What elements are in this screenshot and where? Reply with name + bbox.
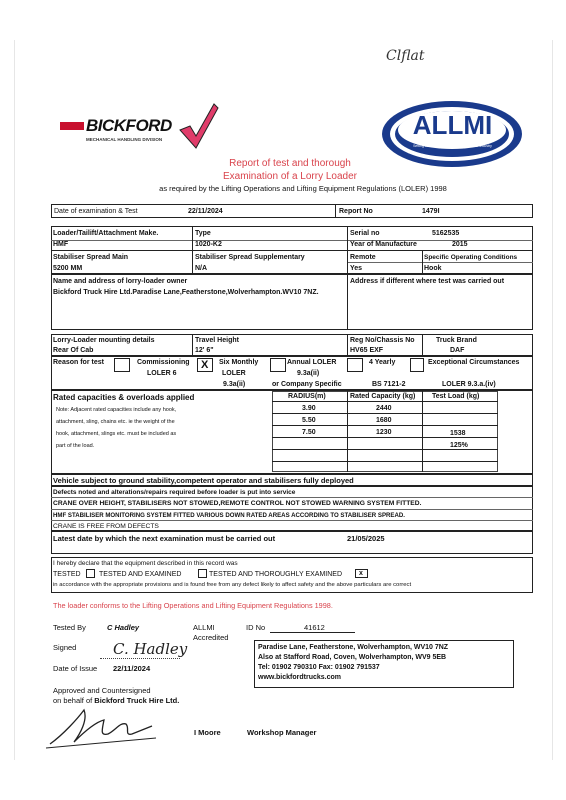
loader-label: Loader/Tailift/Attachment Make. [53, 230, 159, 237]
commissioning-checkbox[interactable] [114, 358, 130, 372]
travel-height-label: Travel Height [195, 337, 239, 344]
col-test-header: Test Load (kg) [432, 393, 480, 400]
tested-by-label: Tested By [53, 623, 86, 632]
mounting-label: Lorry-Loader mounting details [53, 337, 155, 344]
capacities-note-4: part of the load. [56, 443, 95, 449]
capacities-note-3: hook, attachment, slings etc. must be included as [56, 431, 177, 437]
next-exam-label: Latest date by which the next examination must be carried out [53, 534, 276, 543]
signature-dotted-line [100, 658, 180, 659]
bickford-logo [60, 108, 220, 154]
six-monthly-label: Six Monthly [219, 359, 259, 366]
spec-value: Hook [424, 265, 442, 272]
address-line-1: Paradise Lane, Featherstone, Wolverhampton, WV10 7NZ [258, 644, 449, 651]
six-monthly-sub1: LOLER [222, 370, 246, 377]
stability-text: Vehicle subject to ground stability,competent operator and stabilisers fully deployed [53, 476, 354, 485]
bickford-logo-tagline: MECHANICAL HANDLING DIVISION [86, 137, 163, 142]
annual-label: Annual LOLER [287, 359, 337, 366]
capacity-row-1-capacity: 2440 [376, 405, 392, 412]
remote-label: Remote [350, 254, 376, 261]
defects-line-1: CRANE OVER HEIGHT, STABILISERS NOT STOWED,REMOTE CONTROL NOT STOWED WARNING SYSTEM FITTED. [53, 500, 422, 507]
id-value: 41612 [304, 623, 325, 632]
defects-line-2: HMF STABILISER MONITORING SYSTEM FITTED VARIOUS DOWN RATED AREAS ACCORDING TO STABILISER SPREAD. [53, 512, 405, 519]
capacity-row-2-radius: 5.50 [302, 417, 316, 424]
col-radius-header: RADIUS(m) [288, 393, 326, 400]
exam-date-label: Date of examination & Test [54, 208, 138, 215]
annual-sub1: 9.3a(ii) [297, 370, 320, 377]
six-monthly-mark: X [201, 359, 209, 371]
capacity-row-2-capacity: 1680 [376, 417, 392, 424]
test-address-label: Address if different where test was carried out [350, 278, 505, 285]
reg-label: Reg No/Chassis No [350, 337, 415, 344]
issue-value: 22/11/2024 [113, 664, 151, 673]
mounting-value: Rear Of Cab [53, 347, 94, 354]
allmi-logo-name: ALLMI [412, 110, 493, 140]
title-line1: Report of test and thorough [229, 158, 351, 169]
manager-role: Workshop Manager [247, 728, 317, 737]
spread-main-value: 5200 MM [53, 265, 83, 272]
commissioning-label: Commissioning [137, 359, 190, 366]
spread-supp-label: Stabiliser Spread Supplementary [195, 254, 305, 261]
address-line-3: Tel: 01902 790310 Fax: 01902 791537 [258, 664, 380, 671]
address-line-4: www.bickfordtrucks.com [258, 674, 341, 681]
capacity-row-3-radius: 7.50 [302, 429, 316, 436]
exam-date-value: 22/11/2024 [188, 208, 223, 215]
defects-line-3: CRANE IS FREE FROM DEFECTS [53, 523, 159, 530]
capacities-note-2: attachment, sling, chains etc. ie the weight of the [56, 419, 175, 425]
allmi-accredited-label-2: Accredited [193, 633, 229, 642]
page-edge-left [14, 40, 15, 760]
title-line3: as required by the Lifting Operations and Lifting Equipment Regulations (LOLER) 1998 [159, 184, 447, 193]
tested-option: TESTED [53, 571, 81, 578]
four-yearly-checkbox[interactable] [347, 358, 363, 372]
type-value: 1020-K2 [195, 241, 222, 248]
declaration-line-3: in accordance with the appropriate provisions and is found free from any defect likely to affect safety and the above particulars are correct [53, 582, 412, 588]
tested-thoroughly-option: TESTED AND THOROUGHLY EXAMINED [209, 571, 343, 578]
report-value: 1479I [422, 208, 440, 215]
signature: C. Hadley [113, 640, 188, 658]
tested-examined-checkbox[interactable] [198, 569, 207, 578]
reg-value: HV65 EXF [350, 347, 384, 354]
manager-name: I Moore [194, 728, 221, 737]
capacity-row-1-radius: 3.90 [302, 405, 316, 412]
spread-supp-value: N/A [195, 265, 208, 272]
tested-checkbox[interactable] [86, 569, 95, 578]
exceptional-sub: LOLER 9.3.a.(iv) [442, 381, 496, 388]
approved-line-1: Approved and Countersigned [53, 686, 151, 695]
id-label: ID No [246, 623, 266, 632]
commissioning-sub: LOLER 6 [147, 370, 177, 377]
capacities-heading: Rated capacities & overloads applied [53, 393, 195, 402]
owner-label: Name and address of lorry-loader owner [53, 278, 188, 285]
four-yearly-sub: BS 7121-2 [372, 381, 406, 388]
signed-label: Signed [53, 643, 77, 652]
declaration-line-1: I hereby declare that the equipment described in this record was [53, 560, 238, 567]
truck-brand-value: DAF [450, 347, 465, 354]
annual-checkbox[interactable] [270, 358, 286, 372]
travel-height-value: 12' 6" [195, 347, 214, 354]
serial-value: 5162535 [432, 230, 460, 237]
serial-label: Serial no [350, 230, 380, 237]
capacity-row-4-test: 125% [450, 442, 468, 449]
reason-label: Reason for test [53, 359, 104, 366]
tested-by-value: C Hadley [107, 623, 140, 632]
issue-label: Date of Issue [53, 664, 98, 673]
tested-examined-option: TESTED AND EXAMINED [99, 571, 182, 578]
exceptional-label: Exceptional Circumstances [428, 359, 520, 366]
year-value: 2015 [452, 241, 468, 248]
exceptional-checkbox[interactable] [410, 358, 424, 372]
allmi-accredited-label-1: ALLMI [193, 623, 215, 632]
id-underline [270, 632, 355, 633]
capacity-row-3-test: 1538 [450, 430, 466, 437]
spread-main-label: Stabiliser Spread Main [53, 254, 129, 261]
title-line2: Examination of a Lorry Loader [223, 171, 357, 182]
tested-thoroughly-mark: x [359, 570, 363, 577]
allmi-logo-tagline: Setting the Standards for the Lorry Loader Industry [413, 144, 492, 148]
approved-line-2-company: Bickford Truck Hire Ltd. [94, 696, 180, 705]
corner-note: Clflat [386, 48, 425, 64]
countersignature-icon [44, 704, 164, 750]
type-label: Type [195, 230, 211, 237]
approved-line-2-prefix: on behalf of [53, 696, 95, 705]
next-exam-value: 21/05/2025 [347, 534, 385, 543]
page-edge-right [552, 40, 553, 760]
bickford-logo-name: BICKFORD [86, 116, 172, 135]
report-label: Report No [339, 208, 373, 215]
spec-label: Specific Operating Conditions [424, 254, 518, 261]
capacity-row-3-capacity: 1230 [376, 429, 392, 436]
conformity-statement: The loader conforms to the Lifting Operations and Lifting Equipment Regulations 1998. [53, 601, 333, 610]
bickford-logo-bar [60, 122, 84, 130]
truck-brand-label: Truck Brand [436, 337, 477, 344]
remote-value: Yes [350, 265, 363, 272]
checkmark-icon [178, 102, 220, 152]
annual-sub2: or Company Specific [272, 381, 342, 388]
year-label: Year of Manufacture [350, 241, 417, 248]
col-capacity-header: Rated Capacity (kg) [350, 393, 416, 400]
capacities-note-1: Note: Adjacent rated capacities include any hook, [56, 407, 177, 413]
four-yearly-label: 4 Yearly [369, 359, 396, 366]
defects-label: Defects noted and alterations/repairs required before loader is put into service [53, 489, 296, 496]
loader-value: HMF [53, 241, 69, 248]
owner-value: Bickford Truck Hire Ltd.Paradise Lane,Featherstone,Wolverhampton.WV10 7NZ. [53, 289, 319, 296]
address-line-2: Also at Stafford Road, Coven, Wolverhampton, WV9 5EB [258, 654, 447, 661]
six-monthly-sub2: 9.3a(ii) [223, 381, 246, 388]
